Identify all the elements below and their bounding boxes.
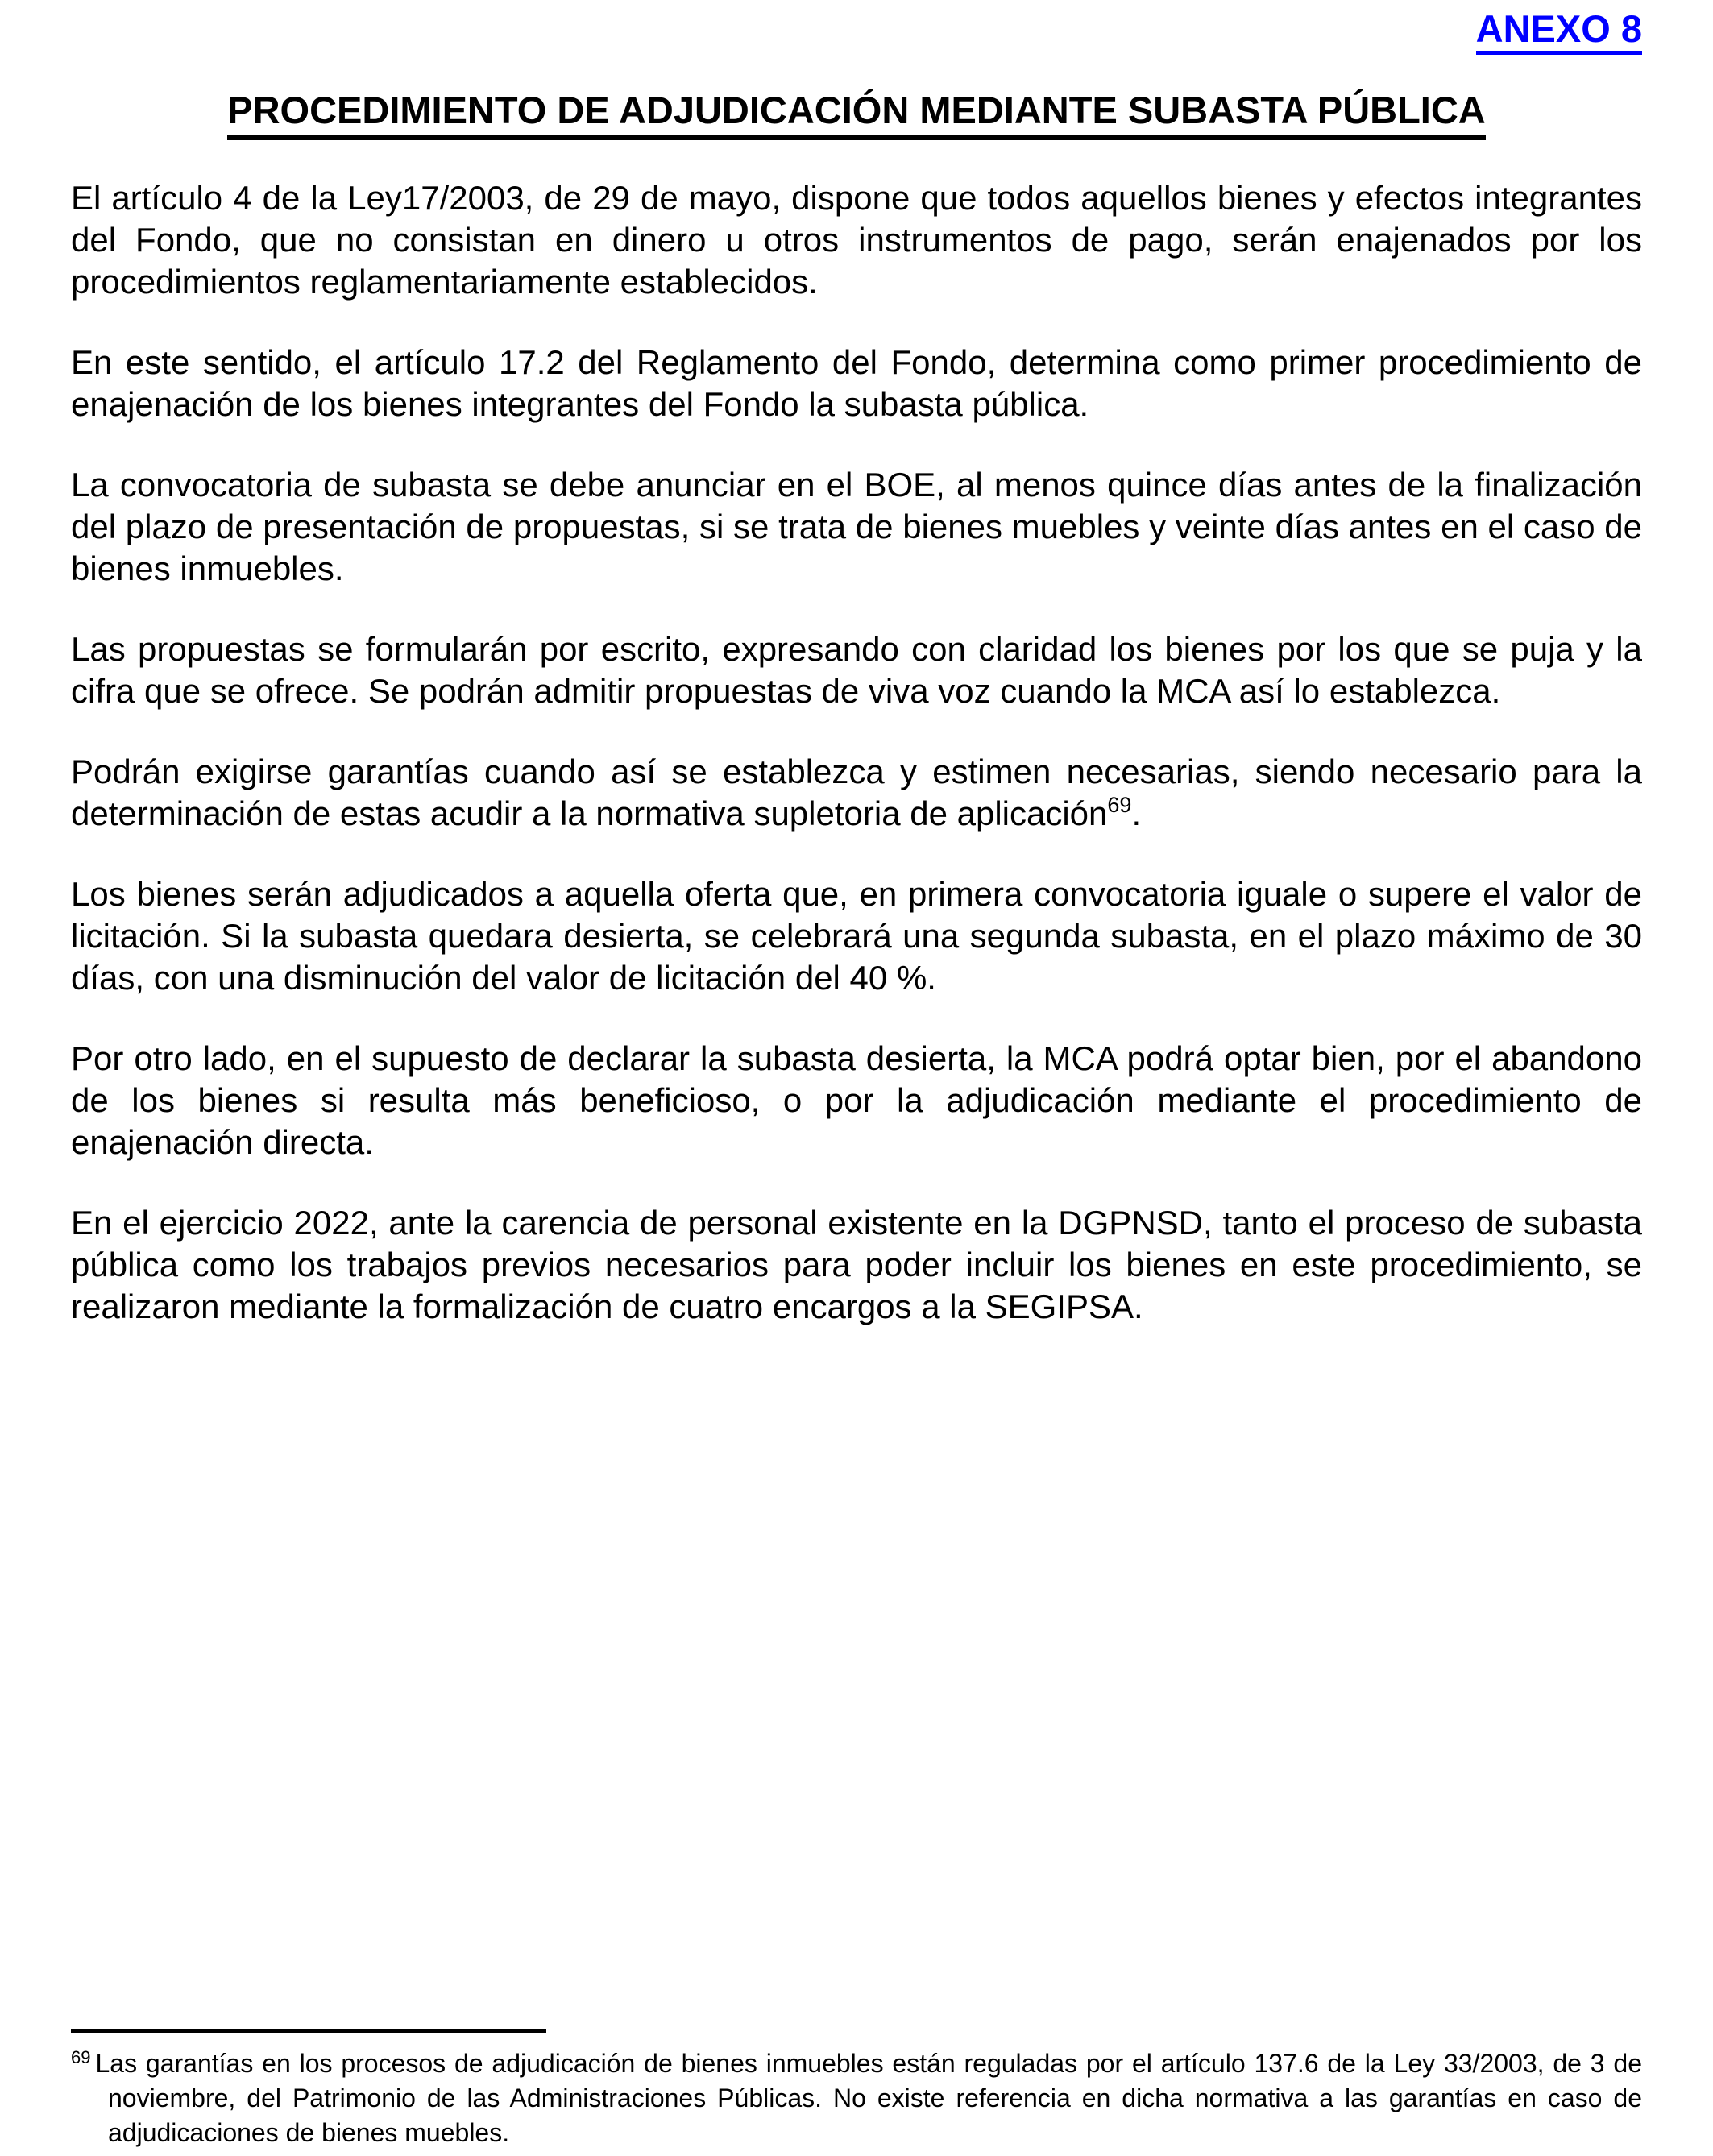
paragraph-1: El artículo 4 de la Ley17/2003, de 29 de mayo, dispone que todos aquellos bienes y efectos integrantes del Fondo, que no consistan en dinero u otros instrumentos de pago, serán enajenados por los procedimientos reglamentariamente establecidos. xyxy=(71,179,1642,301)
footnote-reference-69: 69 xyxy=(1107,793,1132,817)
footnote xyxy=(71,2046,1642,2150)
paragraph-4: Las propuestas se formularán por escrito, expresando con claridad los bienes por los que se puja y la cifra que se ofrece. Se podrán admitir propuestas de viva voz cuando la MCA así lo establezca. xyxy=(71,630,1642,710)
annex-link[interactable]: ANEXO 8 xyxy=(1476,10,1642,55)
document-body xyxy=(71,177,1642,1328)
paragraph-2: En este sentido, el artículo 17.2 del Reglamento del Fondo, determina como primer procedimiento de enajenación de los bienes integrantes del Fondo la subasta pública. xyxy=(71,343,1642,423)
paragraph-5-text: Podrán exigirse garantías cuando así se establezca y estimen necesarias, siendo necesario para la determinación de estas acudir a la normativa supletoria de aplicación xyxy=(71,753,1642,832)
footnote-marker: 69 xyxy=(71,2047,91,2067)
footnote-text: Las garantías en los procesos de adjudicación de bienes inmuebles están reguladas por el artículo 137.6 de la Ley 33/2003, de 3 de noviembre, del Patrimonio de las Administraciones Públicas. No existe referencia en dicha normativa a las garantías en caso de adjudicaciones de bienes muebles. xyxy=(95,2049,1642,2147)
footnote-separator xyxy=(71,2029,546,2033)
annex-row xyxy=(71,7,1642,55)
paragraph-5 xyxy=(71,751,1642,835)
paragraph-7: Por otro lado, en el supuesto de declarar la subasta desierta, la MCA podrá optar bien, por el abandono de los bienes si resulta más beneficioso, o por la adjudicación mediante el procedimiento de enajenación directa. xyxy=(71,1039,1642,1161)
title-row xyxy=(71,90,1642,140)
paragraph-3: La convocatoria de subasta se debe anunciar en el BOE, al menos quince días antes de la finalización del plazo de presentación de propuestas, si se trata de bienes muebles y veinte días antes en el caso de bienes inmuebles. xyxy=(71,466,1642,587)
paragraph-6: Los bienes serán adjudicados a aquella oferta que, en primera convocatoria iguale o supere el valor de licitación. Si la subasta quedara desierta, se celebrará una segunda subasta, en el plazo máximo de 30 días, con una disminución del valor de licitación del 40 %. xyxy=(71,875,1642,997)
page-title: PROCEDIMIENTO DE ADJUDICACIÓN MEDIANTE SUBASTA PÚBLICA xyxy=(227,90,1486,140)
paragraph-8: En el ejercicio 2022, ante la carencia de personal existente en la DGPNSD, tanto el proceso de subasta pública como los trabajos previos necesarios para poder incluir los bienes en este procedimiento, se realizaron mediante la formalización de cuatro encargos a la SEGIPSA. xyxy=(71,1204,1642,1325)
paragraph-5-text-after: . xyxy=(1131,794,1142,832)
